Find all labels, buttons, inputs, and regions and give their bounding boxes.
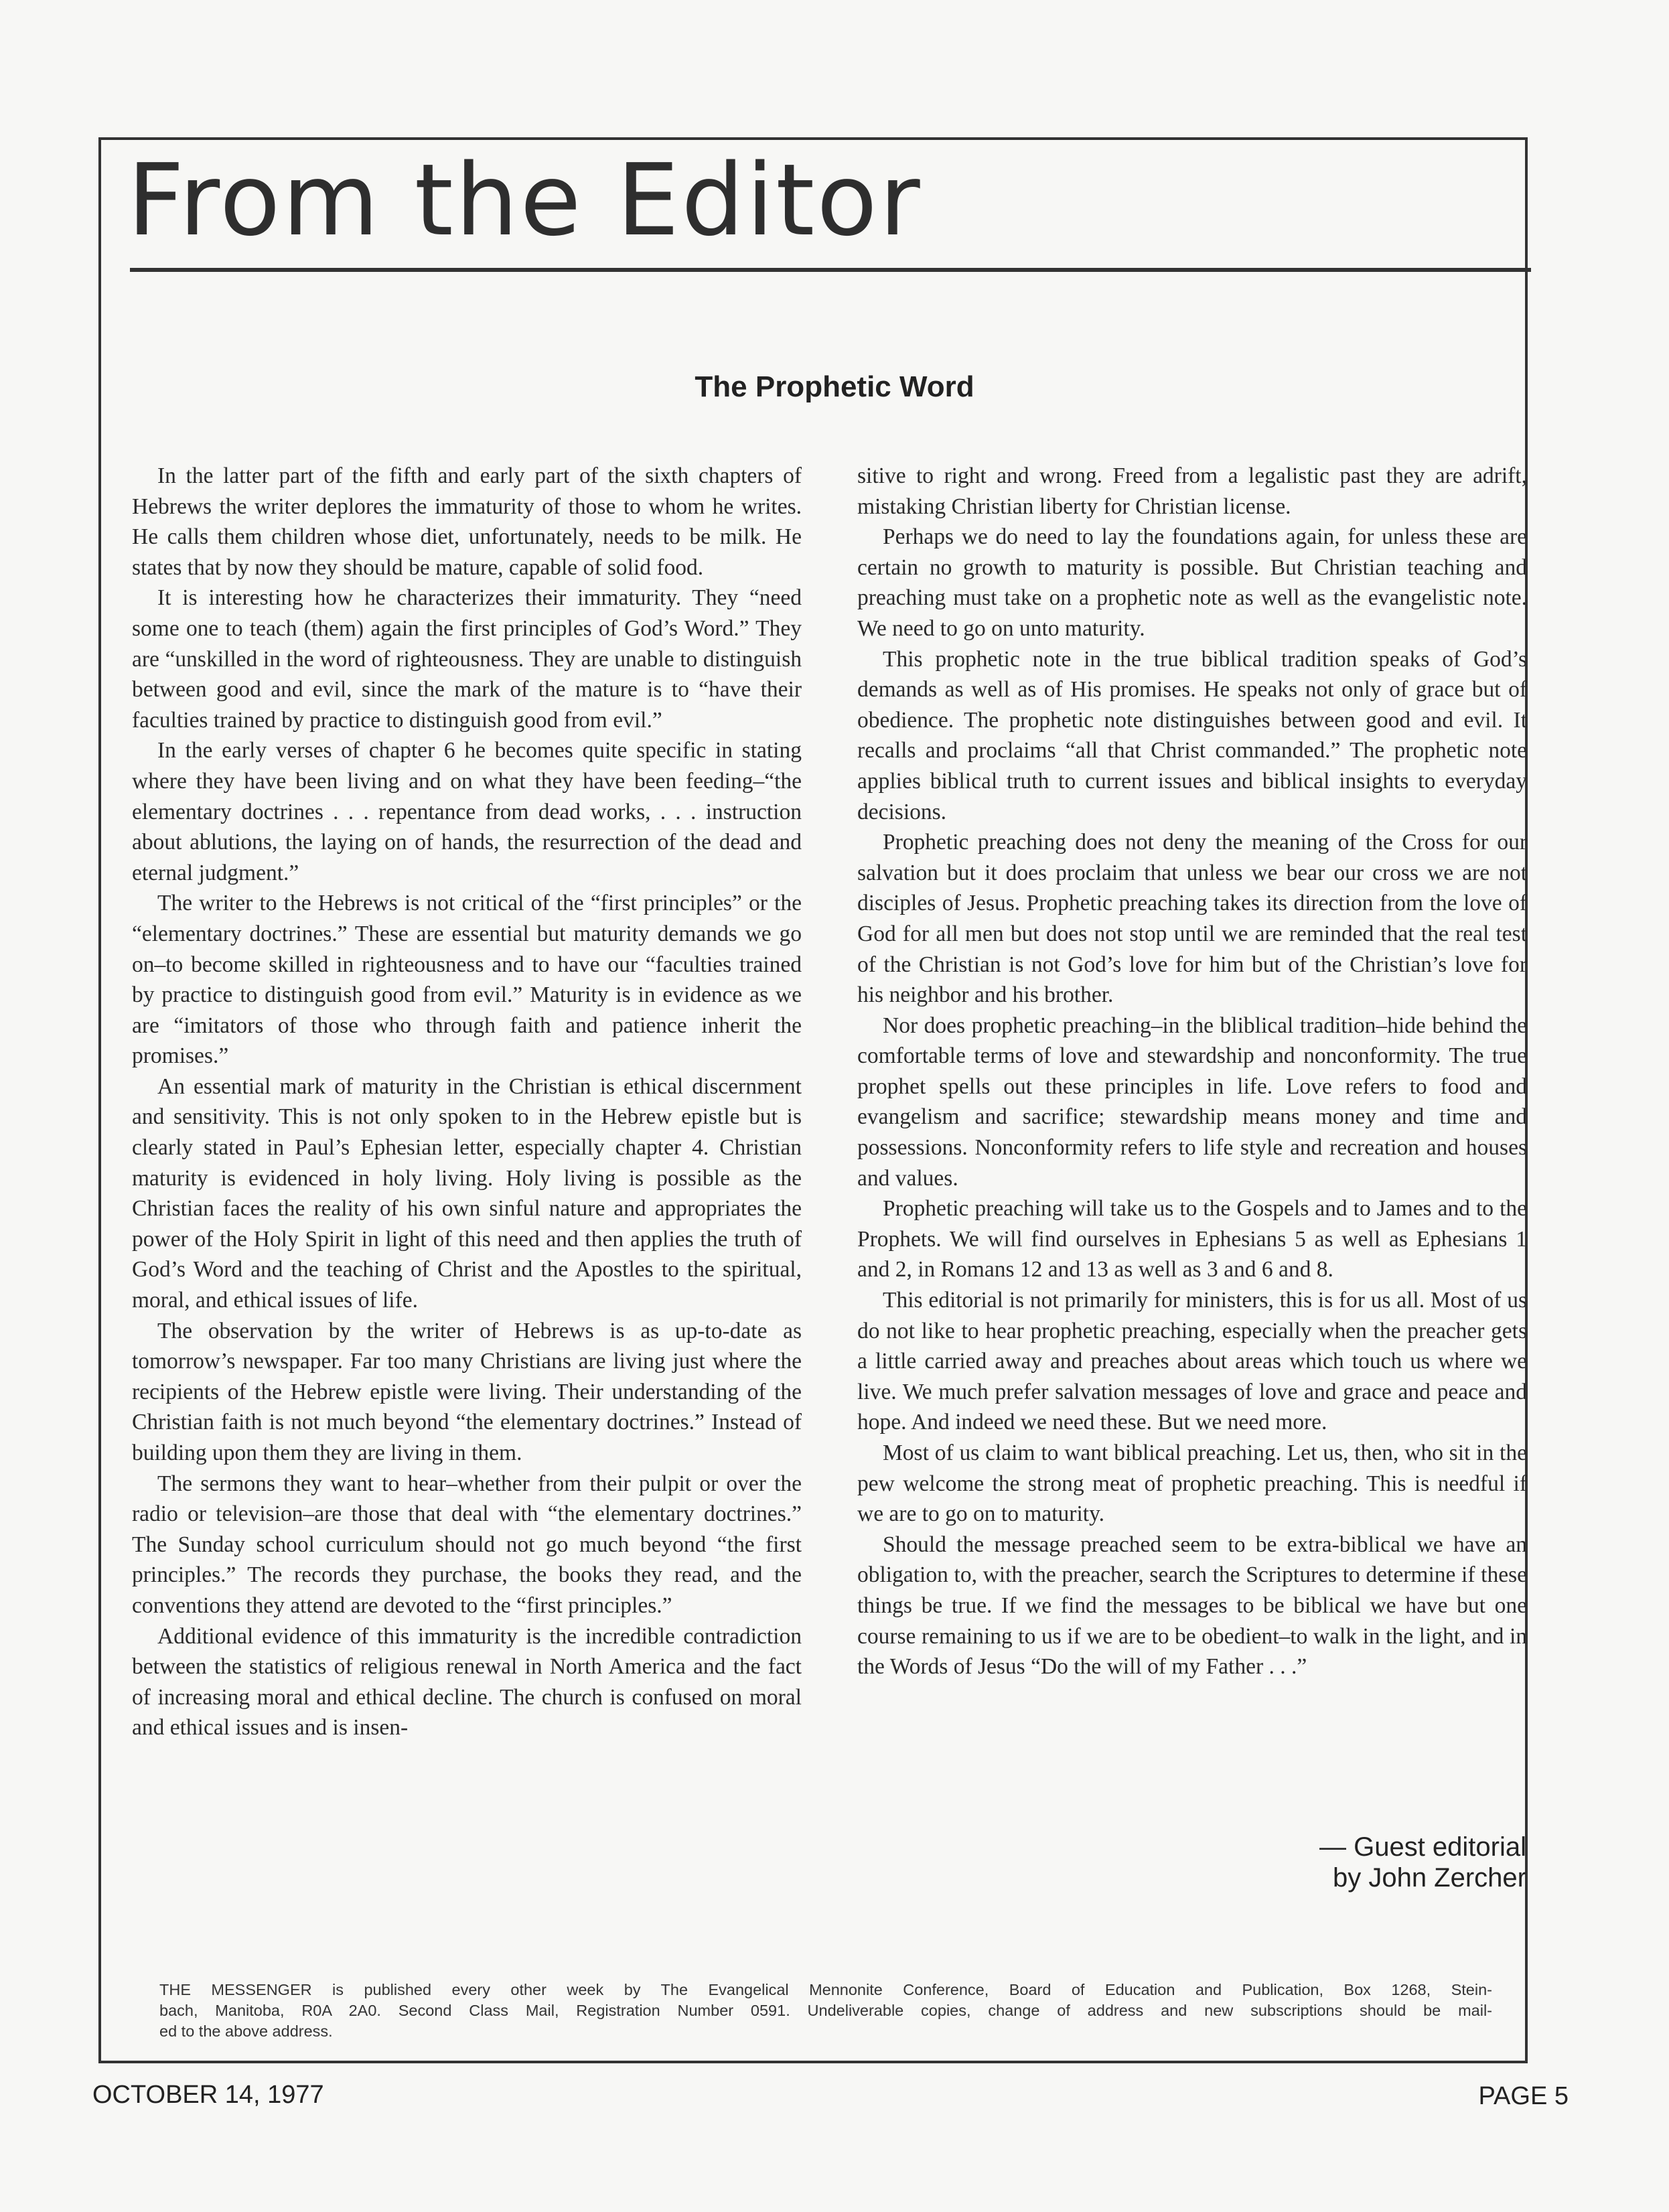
- publication-note-line: THE MESSENGER is published every other week by The Evangelical Mennonite Conference, Board of Education and Publication, Box 1268, Stein-: [159, 1981, 1492, 1998]
- article-column-left: [132, 461, 802, 1743]
- paragraph: In the latter part of the fifth and early part of the sixth chapters of Hebrews the writer deplores the immaturity of those to whom he writes. He calls them children whose diet, unfortunately, needs to be milk. He states that by now they should be mature, capable of solid food.: [132, 463, 802, 580]
- paragraph: Most of us claim to want biblical preaching. Let us, then, who sit in the pew welcome the strong meat of prophetic preaching. This is needful if we are to go on to maturity.: [857, 1441, 1527, 1527]
- paragraph: The sermons they want to hear–whether from their pulpit or over the radio or television–are those that deal with “the elementary doctrines.” The Sunday school curriculum should not go much beyond “the first principles.” The records they purchase, the books they read, and the conventions they attend are devoted to the “first principles.”: [132, 1471, 802, 1618]
- article-title: The Prophetic Word: [695, 370, 974, 403]
- paragraph: An essential mark of maturity in the Christian is ethical discernment and sensitivity. This is not only spoken to in the Hebrew epistle but is clearly stated in Paul’s Ephesian letter, especially chapter 4. Christian maturity is evidenced in holy living. Holy living is possible as the Christian faces the reality of his own sinful nature and appropriates the power of the Holy Spirit in light of this need and then applies the truth of God’s Word and the teaching of Christ and the Apostles to the spiritual, moral, and ethical issues of life.: [132, 1074, 802, 1313]
- article-column-right: [857, 461, 1527, 1682]
- footer-date: OCTOBER 14, 1977: [92, 2081, 324, 2109]
- paragraph: Prophetic preaching will take us to the Gospels and to James and to the Prophets. We will find ourselves in Ephesians 5 as well as Ephesians 1 and 2, in Romans 12 and 13 as well as 3 and 6 and 8.: [857, 1196, 1527, 1282]
- paragraph: The observation by the writer of Hebrews is as up-to-date as tomorrow’s newspaper. Far too many Christians are living just where the recipients of the Hebrew epistle were living. Their understanding of the Christian faith is not much beyond “the elementary doctrines.” Instead of building upon them they are living in them.: [132, 1318, 802, 1465]
- masthead-rule: [130, 268, 1531, 272]
- paragraph: This editorial is not primarily for ministers, this is for us all. Most of us do not like to hear prophetic preaching, especially when the preacher gets a little carried away and preaches about areas which touch us where we live. We much prefer salvation messages of love and grace and peace and hope. And indeed we need these. But we need more.: [857, 1288, 1527, 1435]
- paragraph: It is interesting how he characterizes their immaturity. They “need some one to teach (them) again the first principles of God’s Word.” They are “unskilled in the word of righteousness. They are unable to distinguish between good and evil, since the mark of the mature is to “have their faculties trained by practice to distinguish good from evil.”: [132, 585, 802, 733]
- publication-note-line: bach, Manitoba, R0A 2A0. Second Class Mail, Registration Number 0591. Undeliverable copies, change of address and new subscriptions should be mail-: [159, 2002, 1492, 2019]
- paragraph: The writer to the Hebrews is not critical of the “first principles” or the “elementary doctrines.” These are essential but maturity demands we go on–to become skilled in righteousness and to have our “faculties trained by practice to distinguish good from evil.” Maturity is in evidence as we are “imitators of those who through faith and patience inherit the promises.”: [132, 891, 802, 1069]
- paragraph: Additional evidence of this immaturity is the incredible contradiction between the statistics of religious renewal in North America and the fact of increasing moral and ethical decline. The church is confused on moral and ethical issues and is insen-: [132, 1623, 802, 1741]
- paragraph: Prophetic preaching does not deny the meaning of the Cross for our salvation but it does proclaim that unless we bear our cross we are not disciples of Jesus. Prophetic preaching takes its direction from the love of God for all men but does not stop until we are reminded that the real test of the Christian is not God’s love for him but of the Christian’s love for his neighbor and his brother.: [857, 830, 1527, 1008]
- paragraph: sitive to right and wrong. Freed from a legalistic past they are adrift, mistaking Christian liberty for Christian license.: [857, 463, 1527, 519]
- masthead-title: From the Editor: [127, 143, 922, 258]
- byline-author: by John Zercher: [1332, 1863, 1526, 1893]
- paragraph: This prophetic note in the true biblical tradition speaks of God’s demands as well as of His promises. He speaks not only of grace but of obedience. The prophetic note distinguishes between good and evil. It recalls and proclaims “all that Christ commanded.” The prophetic note applies biblical truth to current issues and biblical insights to everyday decisions.: [857, 646, 1527, 824]
- paragraph: Nor does prophetic preaching–in the bliblical tradition–hide behind the comfortable terms of love and stewardship and nonconformity. The true prophet spells out these principles in life. Love refers to food and evangelism and sacrifice; stewardship means money and time and possessions. Nonconformity refers to life style and recreation and houses and values.: [857, 1013, 1527, 1191]
- publication-note: [159, 1980, 1492, 2042]
- paragraph: Perhaps we do need to lay the foundations again, for unless these are certain no growth to maturity is possible. But Christian teaching and preaching must take on a prophetic note as well as the evangelistic note. We need to go on unto maturity.: [857, 524, 1527, 641]
- footer-page-number: PAGE 5: [1478, 2082, 1569, 2110]
- byline-label: — Guest editorial: [1319, 1832, 1526, 1862]
- paragraph: Should the message preached seem to be extra-biblical we have an obligation to, with the preacher, search the Scriptures to determine if these things be true. If we find the messages to be biblical we have but one course remaining to us if we are to be obedient–to walk in the light, and in the Words of Jesus “Do the will of my Father . . .”: [857, 1532, 1527, 1680]
- publication-note-line: ed to the above address.: [159, 2022, 333, 2040]
- byline: [1319, 1832, 1526, 1893]
- paragraph: In the early verses of chapter 6 he becomes quite specific in stating where they have been living and on what they have been feeding–“the elementary doctrines . . . repentance from dead works, . . . instruction about ablutions, the laying on of hands, the resurrection of the dead and eternal judgment.”: [132, 738, 802, 885]
